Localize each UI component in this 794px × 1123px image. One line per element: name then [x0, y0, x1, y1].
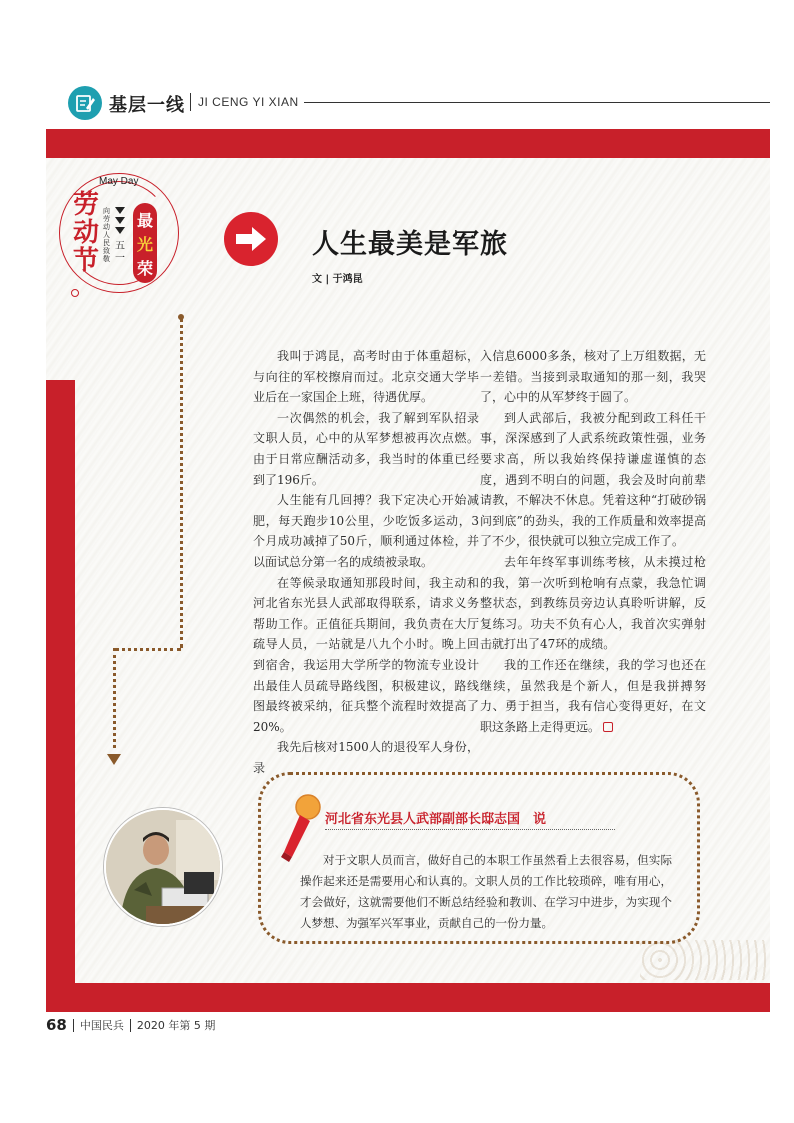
paragraph: 入信息6000多条，核对了上万组数据，无一差错。当接到录取通知的那一刻，我哭了，心中的从军梦终于圆了。 — [480, 349, 706, 405]
decorative-pattern — [640, 940, 770, 980]
triangle-icon — [115, 227, 125, 234]
speaker-photo — [104, 808, 222, 926]
paragraph: 我先后核对1500人的退役军人身份，录 — [253, 740, 479, 775]
page-number: 68 — [46, 1016, 67, 1034]
article-byline: 文 | 于鸿昆 — [312, 274, 363, 285]
article-title: 人生最美是军旅 — [312, 229, 508, 260]
footer-divider — [130, 1019, 131, 1032]
guide-arrow-icon — [107, 754, 121, 765]
triangle-icon — [115, 207, 125, 214]
pill-char: 最 — [136, 210, 153, 230]
badge-vertical-slogan: 向劳动人民致敬 — [103, 207, 110, 263]
paragraph: 我叫于鸿昆，高考时由于体重超标，与向往的军校擦肩而过。北京交通大学毕业后在一家国企上班，待遇优厚。 — [253, 349, 479, 405]
badge-wuyi: 五一 — [115, 241, 125, 264]
article-column-left — [253, 346, 479, 778]
page-footer — [46, 1016, 215, 1034]
pill-char: 荣 — [136, 258, 153, 278]
guide-line — [180, 318, 183, 648]
top-red-band — [46, 129, 770, 158]
end-mark-icon — [603, 722, 613, 732]
guide-line — [115, 648, 181, 651]
section-pen-icon — [68, 86, 102, 120]
footer-divider — [73, 1019, 74, 1032]
quote-paragraph: 对于文职人员而言，做好自己的本职工作虽然看上去很容易，但实际操作起来还是需要用心和认真的。文职人员的工作比较琐碎，唯有用心，才会做好，这就需要他们不断总结经验和教训、在学习中进步，为实现个人梦想、为强军兴军事业，贡献自己的一份力量。 — [300, 853, 672, 930]
quote-text — [300, 850, 672, 934]
badge-pill — [133, 203, 157, 283]
section-pinyin: JI CENG YI XIAN — [198, 95, 299, 109]
guide-line — [113, 648, 116, 748]
issue-label: 2020 年第 5 期 — [136, 1019, 216, 1032]
bottom-red-band — [46, 983, 770, 1012]
pill-char: 光 — [136, 234, 153, 254]
paragraph: 一次偶然的机会，我了解到军队招录文职人员，心中的从军梦想被再次点燃。由于日常应酬活动多，我当时的体重已经到了196斤。 — [253, 410, 479, 487]
left-red-band — [46, 380, 75, 1012]
badge-holiday: 劳动节 — [73, 190, 100, 276]
badge-dot — [71, 289, 79, 297]
paragraph: 到人武部后，我被分配到政工科任干事，深深感到了人武系统政策性强，业务要求高，所以我始终保持谦虚谨慎的态度，遇到不明白的问题，我会及时向前辈请教，不解决不休息。凭着这种“打破砂锅问到底”的劲头，我的工作质量和效率提高了不少，很快就可以独立完成工作了。 — [480, 410, 706, 549]
badge-english: May Day — [99, 176, 139, 187]
paragraph: 人生能有几回搏？我下定决心开始减肥，每天跑步10公里，少吃饭多运动，3个月成功减掉了50斤，顺利通过体检，并以面试总分第一名的成绩被录取。 — [253, 493, 479, 569]
triangle-icon — [115, 217, 125, 224]
may-day-badge — [53, 167, 183, 302]
paragraph: 去年年终军事训练考核，从未摸过枪的我，第一次听到枪响有点蒙，我急忙调整状态，到教练员旁边认真聆听讲解，反复练习。功夫不负有心人，我首次实弹射击就打出了47环的成绩。 — [480, 554, 706, 652]
paragraph: 在等候录取通知那段时间，我主动和河北省东光县人武部取得联系，请求义务帮助工作。正值征兵期间，我负责在大厅疏导人员，一站就是八九个小时。晚上回到宿舍，我运用大学所学的物流专业设计出最佳人员疏导路线图，积极建议，路线图最终被采纳，征兵整个流程时效提高了20%。 — [253, 575, 479, 734]
paragraph-text: 我的工作还在继续，我的学习也还在继续，虽然我是个新人，但是我拼搏努力、勇于担当，我有信心变得更好，在文职这条路上走得更远。 — [480, 657, 706, 734]
section-title: 基层一线 — [109, 95, 185, 116]
header-rule — [304, 102, 770, 103]
article-column-right — [480, 346, 706, 737]
header-divider — [190, 93, 191, 111]
quote-underline — [325, 829, 615, 830]
paragraph-last — [480, 655, 706, 737]
quote-speaker: 河北省东光县人武部副部长邸志国 说 — [325, 812, 547, 827]
arrow-right-icon — [224, 212, 278, 266]
magazine-name: 中国民兵 — [79, 1019, 124, 1032]
